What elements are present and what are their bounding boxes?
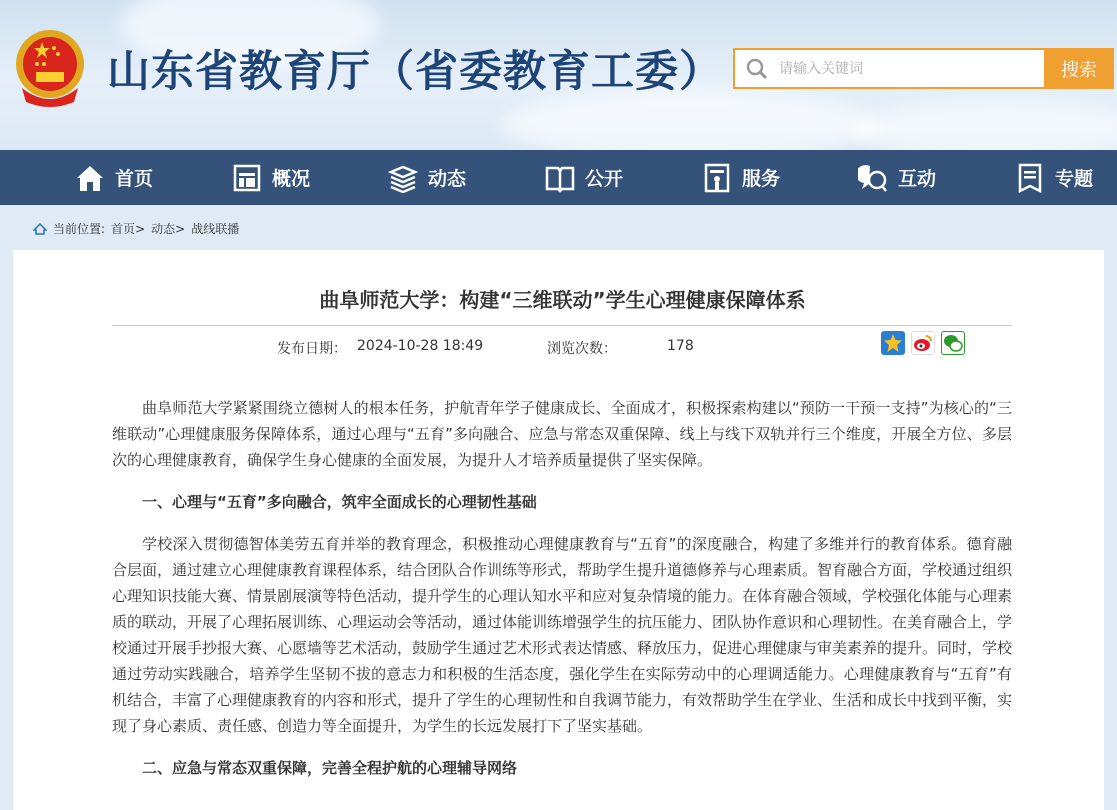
breadcrumb-news[interactable]: 动态 (151, 222, 176, 236)
search-bar (733, 48, 1114, 89)
article-title: 曲阜师范大学：构建“三维联动”学生心理健康保障体系 (319, 288, 806, 312)
title-divider (112, 325, 1012, 326)
breadcrumb-home[interactable]: 首页 (111, 222, 136, 236)
publish-date: 2024-10-28 18:49 (357, 338, 484, 354)
date-label: 发布日期： (277, 341, 347, 357)
book-icon (545, 163, 575, 193)
nav-label: 动态 (428, 168, 467, 190)
national-emblem-logo (12, 28, 88, 108)
main-nav (0, 150, 1117, 205)
nav-item-home[interactable] (75, 150, 153, 205)
wechat-icon[interactable] (941, 331, 965, 355)
search-input[interactable] (779, 50, 1044, 87)
breadcrumb-current[interactable]: 战线联播 (191, 222, 240, 236)
nav-item-overview[interactable] (232, 150, 310, 205)
views-label: 浏览次数： (547, 341, 617, 357)
search-button[interactable]: 搜索 (1044, 48, 1114, 89)
site-title: 山东省教育厅（省委教育工委） (107, 47, 723, 97)
nav-label: 公开 (585, 168, 624, 190)
topic-icon (1015, 163, 1045, 193)
nav-label: 互动 (898, 168, 937, 190)
site-header (0, 0, 1117, 150)
search-icon (735, 50, 779, 87)
overview-icon (232, 163, 262, 193)
nav-item-news[interactable] (388, 150, 466, 205)
news-stack-icon (388, 163, 418, 193)
nav-label: 专题 (1055, 168, 1094, 190)
home-icon (75, 163, 105, 193)
breadcrumb-sep: > (175, 222, 186, 236)
section-heading: 一、心理与“五育”多向融合，筑牢全面成长的心理韧性基础 (142, 493, 537, 511)
nav-item-public[interactable] (545, 150, 623, 205)
home-location-icon (33, 223, 47, 235)
article-body (112, 395, 1012, 797)
article-paragraph: 曲阜师范大学紧紧围绕立德树人的根本任务，护航青年学子健康成长、全面成才，积极探索构建以“预防一干预一支持”为核心的“三维联动”心理健康服务保障体系，通过心理与“五育”多向融合、应急与常态双重保障、线上与线下双轨并行三个维度，开展全方位、多层次的心理健康教育，确保学生身心健康的全面发展，为提升人才培养质量提供了坚实保障。 (112, 399, 1012, 469)
weibo-icon[interactable] (911, 331, 935, 355)
nav-label: 概况 (272, 168, 311, 190)
service-icon (702, 163, 732, 193)
nav-item-topic[interactable] (1015, 150, 1093, 205)
qzone-icon[interactable] (881, 331, 905, 355)
breadcrumb-prefix: 当前位置: (53, 222, 106, 236)
nav-label: 首页 (115, 168, 154, 190)
nav-item-service[interactable] (702, 150, 780, 205)
nav-label: 服务 (742, 168, 781, 190)
chat-icon (858, 163, 888, 193)
view-count: 178 (667, 338, 694, 354)
breadcrumb (33, 220, 239, 237)
breadcrumb-sep: > (135, 222, 146, 236)
article-paragraph: 学校深入贯彻德智体美劳五育并举的教育理念，积极推动心理健康教育与“五育”的深度融合，构建了多维并行的教育体系。德育融合层面，通过建立心理健康教育课程体系，结合团队合作训练等形式，帮助学生提升道德修养与心理素质。智育融合方面，学校通过组织心理知识技能大赛、情景剧展演等特色活动，提升学生的心理认知水平和应对复杂情境的能力。在体育融合领域，学校强化体能与心理素质的联动，开展了心理拓展训练、心理运动会等活动，通过体能训练增强学生的抗压能力、团队协作意识和心理韧性。在美育融合上，学校通过开展手抄报大赛、心愿墙等艺术活动，鼓励学生通过艺术形式表达情感、释放压力，促进心理健康与审美素养的提升。同时，学校通过劳动实践融合，培养学生坚韧不拔的意志力和积极的生活态度，强化学生在实际劳动中的心理调适能力。心理健康教育与“五育”有机结合，丰富了心理健康教育的内容和形式，提升了学生的心理韧性和自我调节能力，有效帮助学生在学业、生活和成长中找到平衡，实现了身心素质、责任感、创造力等全面提升，为学生的长远发展打下了坚实基础。 (112, 535, 1013, 735)
nav-item-interact[interactable] (858, 150, 936, 205)
section-heading: 二、应急与常态双重保障，完善全程护航的心理辅导网络 (142, 759, 518, 777)
